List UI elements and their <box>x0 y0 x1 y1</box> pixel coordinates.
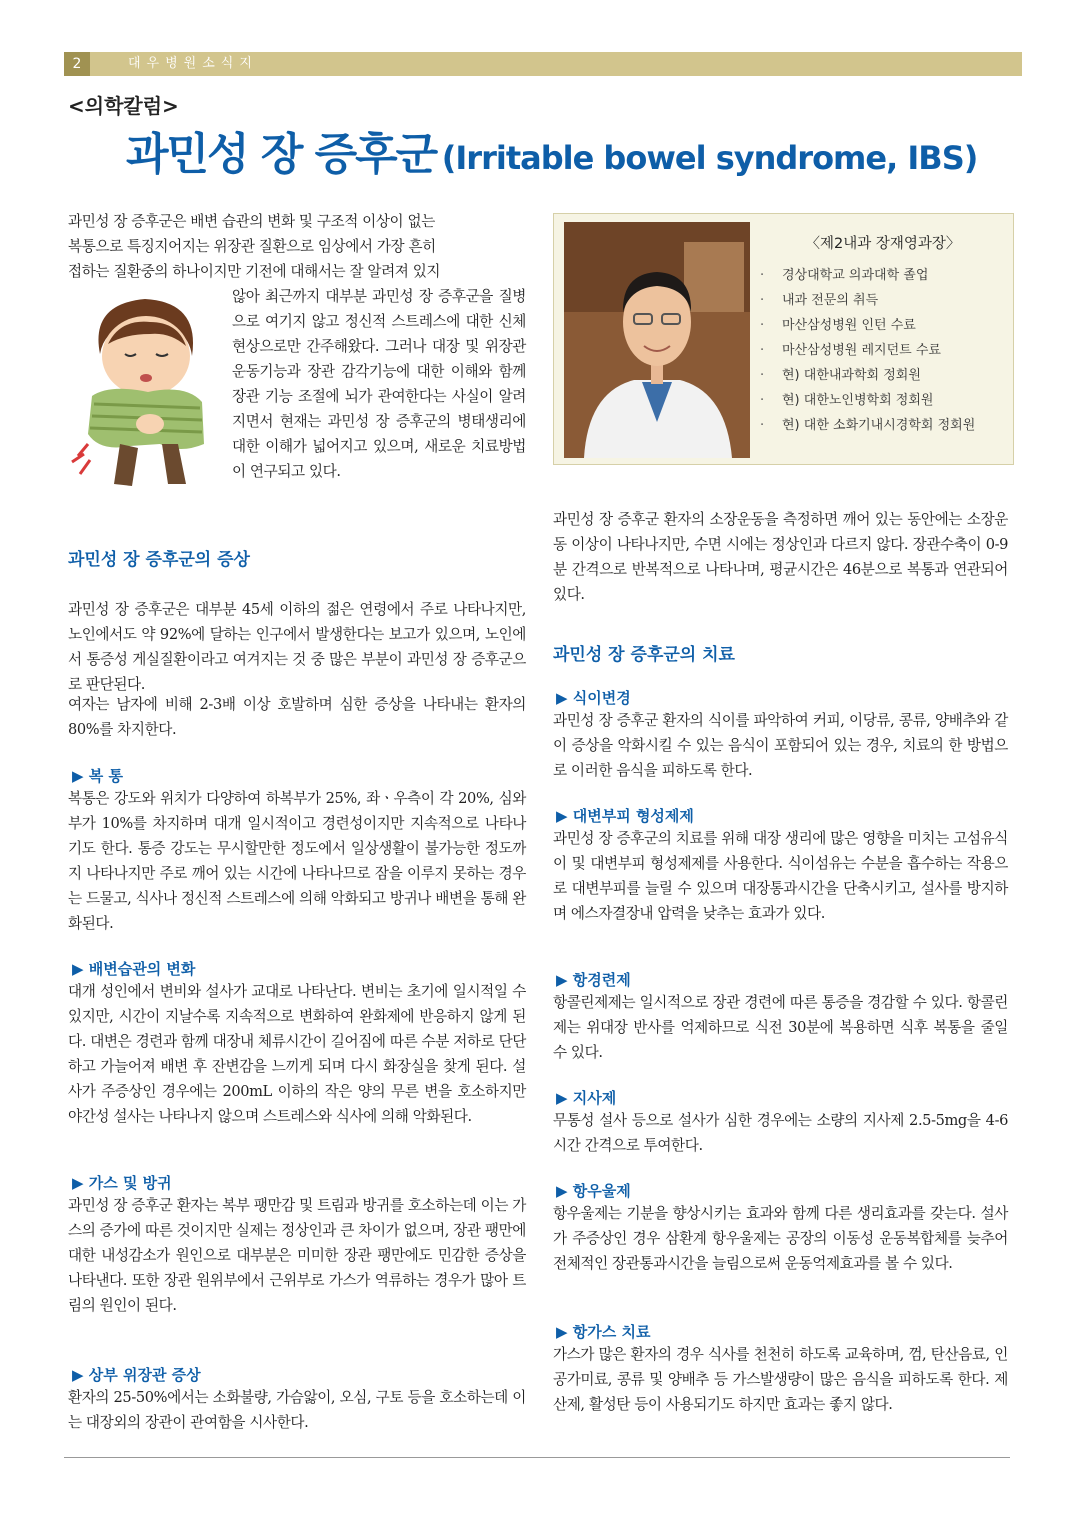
pain-text: 복통은 강도와 위치가 다양하여 하복부가 25%, 좌ㆍ우측이 각 20%, 심와부가 10%를 차지하며 대개 일시적이고 경련성이지만 지속적으로 나타나기도 한다. 통증 강도는 무시할만한 정도에서 일상생활이 불가능한 정도까지 나타나지만 주로 깨어 있는 시간에 나타나므로 잠을 이루지 못하는 경우는 드물고, 식사나 정신적 스트레스에 의해 악화되고 방귀나 배변을 통해 완화된다. <box>68 790 526 932</box>
doctor-profile <box>760 232 1006 438</box>
antidiarrheal-text: 무통성 설사 등으로 설사가 심한 경우에는 소량의 지사제 2.5-5mg을 4-6시간 간격으로 투여한다. <box>553 1112 1008 1154</box>
antispasmodic-text: 항콜린제제는 일시적으로 장관 경련에 따른 통증을 경감할 수 있다. 항콜린제는 위대장 반사를 억제하므로 식전 30분에 복용하면 식후 복통을 줄일 수 있다. <box>553 994 1008 1061</box>
small-bowel-text: 과민성 장 증후군 환자의 소장운동을 측정하면 깨어 있는 동안에는 소장운동 이상이 나타나지만, 수면 시에는 정상인과 다르지 않다. 장관수축이 0-9분 간격으로 반복적으로 나타나며, 평균시간은 46분으로 복통과 연관되어 있다. <box>553 511 1008 603</box>
credential-item: · 현) 대한노인병학회 정회원 <box>760 393 934 408</box>
credential-item: · 마산삼성병원 레지던트 수료 <box>760 343 941 358</box>
antispasmodic-heading: ▶ 항경련제 <box>556 971 631 989</box>
bowel-habit-heading: ▶ 배변습관의 변화 <box>72 960 196 978</box>
intro-line: 복통으로 특징지어지는 위장관 질환으로 임상에서 가장 흔히 <box>68 238 436 255</box>
footer-divider <box>64 1457 1010 1458</box>
title-korean: 과민성 장 증후군 <box>126 129 437 180</box>
fiber-heading: ▶ 대변부피 형성제제 <box>556 807 694 825</box>
gas-heading: ▶ 가스 및 방귀 <box>72 1174 172 1192</box>
bowel-habit-text: 대개 성인에서 변비와 설사가 교대로 나타난다. 변비는 초기에 일시적일 수 있지만, 시간이 지날수록 지속적으로 변화하여 완화제에 반응하지 않게 된다. 대변은 경련과 함께 대장내 체류시간이 길어짐에 따른 수분 저하로 단단하고 가늘어져 배변 후 잔변감을 느끼게 되며 다시 화장실을 찾게 된다. 설사가 주증상인 경우에는 200mL 이하의 작은 양의 무른 변을 호소하지만 야간성 설사는 나타나지 않으며 스트레스와 식사에 의해 악화된다. <box>68 983 526 1125</box>
intro-wrap-text: 않아 최근까지 대부분 과민성 장 증후군을 질병으로 여기지 않고 정신적 스트레스에 대한 신체현상으로만 간주해왔다. 그러나 대장 및 위장관 운동기능과 장관 감각기능에 대한 이해와 함께 장관 기능 조절에 뇌가 관여한다는 사실이 알려지면서 현재는 과민성 장 증후군의 병태생리에 대한 이해가 넓어지고 있으며, 새로운 치료방법이 연구되고 있다. <box>232 288 526 480</box>
upper-gi-heading: ▶ 상부 위장관 증상 <box>72 1366 201 1384</box>
credential-list <box>760 263 1006 438</box>
intro-top <box>68 209 526 284</box>
page-number: 2 <box>64 52 90 76</box>
doctor-profile-box <box>553 213 1014 465</box>
symptoms-heading: 과민성 장 증후군의 증상 <box>68 550 250 570</box>
fiber-text: 과민성 장 증후군의 치료를 위해 대장 생리에 많은 영향을 미치는 고섬유식이 및 대변부피 형성제제를 사용한다. 식이섬유는 수분을 흡수하는 작용으로 대변부피를 늘릴 수 있으며 대장통과시간을 단축시키고, 설사를 방지하며 에스자결장내 압력을 낮추는 효과가 있다. <box>553 830 1008 922</box>
article-title <box>126 118 977 182</box>
treatment-heading: 과민성 장 증후군의 치료 <box>553 645 735 665</box>
antidepressant-text: 항우울제는 기분을 향상시키는 효과와 함께 다른 생리효과를 갖는다. 설사가 주증상인 경우 삼환계 항우울제는 공장의 이동성 운동복합체를 늦추어 전체적인 장관통과시간을 늘림으로써 운동억제효과를 볼 수 있다. <box>553 1205 1008 1272</box>
credential-item: · 현) 대한 소화기내시경학회 정회원 <box>760 418 976 433</box>
column-label: <의학칼럼> <box>68 94 179 118</box>
antidepressant-heading: ▶ 항우울제 <box>556 1182 631 1200</box>
magazine-name: 대우병원소식지 <box>128 56 258 71</box>
credential-item: · 현) 대한내과학회 정회원 <box>760 368 921 383</box>
intro-line: 접하는 질환중의 하나이지만 기전에 대해서는 잘 알려져 있지 <box>68 263 441 280</box>
credential-item: · 내과 전문의 취득 <box>760 293 879 308</box>
pain-heading: ▶ 복 통 <box>72 767 123 785</box>
doctor-name: 〈제2내과 장재영과장〉 <box>805 236 961 252</box>
antigas-heading: ▶ 항가스 치료 <box>556 1323 651 1341</box>
symptoms-paragraph-1: 과민성 장 증후군은 대부분 45세 이하의 젊은 연령에서 주로 나타나지만, 노인에서도 약 92%에 달하는 인구에서 발생한다는 보고가 있으며, 노인에서 통증성 게실질환이라고 여겨지는 것 중 많은 부분이 과민성 장 증후군으로 판단된다. <box>68 601 526 693</box>
stomachache-cartoon-illustration <box>70 284 220 494</box>
credential-item: · 마산삼성병원 인턴 수료 <box>760 318 916 333</box>
title-english: (Irritable bowel syndrome, IBS) <box>441 139 978 177</box>
upper-gi-text: 환자의 25-50%에서는 소화불량, 가슴앓이, 오심, 구토 등을 호소하는데 이는 대장외의 장관이 관여함을 시사한다. <box>68 1389 526 1431</box>
header-bar <box>64 52 1022 76</box>
doctor-photo <box>564 222 750 458</box>
antidiarrheal-heading: ▶ 지사제 <box>556 1089 617 1107</box>
antigas-text: 가스가 많은 환자의 경우 식사를 천천히 하도록 교육하며, 껌, 탄산음료, 인공가미료, 콩류 및 양배추 등 가스발생량이 많은 음식을 피하도록 한다. 제산제, 활성탄 등이 사용되기도 하지만 효과는 좋지 않다. <box>553 1346 1008 1413</box>
symptoms-paragraph-2: 여자는 남자에 비해 2-3배 이상 호발하며 심한 증상을 나타내는 환자의 80%를 차지한다. <box>68 696 526 738</box>
gas-text: 과민성 장 증후군 환자는 복부 팽만감 및 트림과 방귀를 호소하는데 이는 가스의 증가에 따른 것이지만 실제는 정상인과 큰 차이가 없으며, 장관 팽만에 대한 내성감소가 원인으로 대부분은 미미한 장관 팽만에도 민감한 증상을 나타낸다. 또한 장관 원위부에서 근위부로 가스가 역류하는 경우가 많아 트림의 원인이 된다. <box>68 1197 526 1314</box>
credential-item: · 경상대학교 의과대학 졸업 <box>760 268 929 283</box>
diet-heading: ▶ 식이변경 <box>556 689 631 707</box>
diet-text: 과민성 장 증후군 환자의 식이를 파악하여 커피, 이당류, 콩류, 양배추와 같이 증상을 악화시킬 수 있는 음식이 포함되어 있는 경우, 치료의 한 방법으로 이러한 음식을 피하도록 한다. <box>553 712 1008 779</box>
intro-line: 과민성 장 증후군은 배변 습관의 변화 및 구조적 이상이 없는 <box>68 213 435 230</box>
